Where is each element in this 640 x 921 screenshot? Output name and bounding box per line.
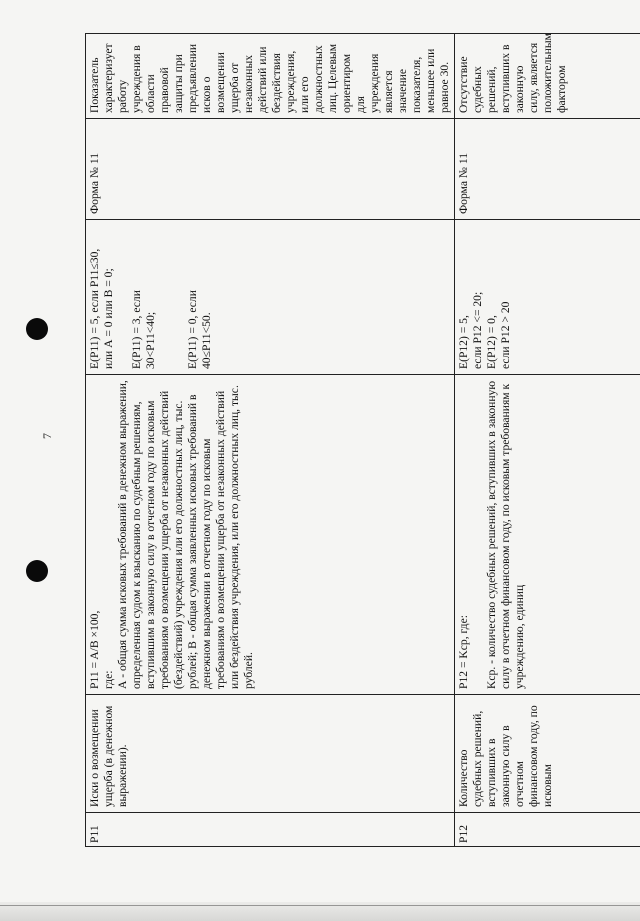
source-cell: Форма № 11 <box>455 119 640 220</box>
formula-description: А - общая сумма исковых требований в денежном выражении, определенная судом к взысканию по судебным решениям, вступившим в законную силу в отчетном году по исковым требованиям о возмещении ущерба от незаконных действий (бездействий) учреждения или его должностных лиц, тыс. рублей; В - общая сумма заявленных исковых требований в денежном выражении в отчетном году по исковым требованиям о возмещении ущерба от незаконных действий или бездействия учреждения, или его должностных лиц, тыс. рублей. <box>116 380 255 689</box>
table-row <box>455 34 640 847</box>
evaluation-line: 40≤P11<50. <box>200 312 213 369</box>
comment-cell: Показатель характеризует работу учреждения в области правовой защиты при предъявлении исков о возмещении ущерба от незаконных действий или бездействия учреждения, или его должностных лиц. Целевым ориентиром для учреждения является значение показателя, меньшее или равное 30. <box>86 34 455 119</box>
indicator-name: Количество судебных решений, вступивших в законную силу в отчетном финансовом году, по исковым <box>455 695 640 813</box>
formula-cell <box>86 375 455 695</box>
table-row <box>86 34 455 847</box>
evaluation-line: E(P12) = 5, <box>457 315 470 369</box>
formula-cell <box>455 375 640 695</box>
indicator-table <box>85 33 640 847</box>
indicator-name: Иски о возмещении ущерба (в денежном выражении). <box>86 695 455 813</box>
scan-edge-line <box>0 905 640 906</box>
evaluation-line: 30<P11<40; <box>144 311 157 369</box>
indicator-code: P11 <box>86 813 455 847</box>
evaluation-line: E(P11) = 3, если <box>130 290 143 369</box>
punch-hole-mark <box>26 560 48 582</box>
formula: P12 = Kcp, где: <box>457 615 470 689</box>
evaluation-line: E(P12) = 0, <box>485 315 498 369</box>
formula: P11 = A/B ×100, <box>88 610 101 689</box>
formula-description: Kcp. - количество судебных решений, вступивших в законную силу в отчетном финансовом году, по исковым требованиям к учреждению, единиц <box>485 380 526 689</box>
source-cell: Форма № 11 <box>86 119 455 220</box>
spacer <box>116 225 130 369</box>
evaluation-line: E(P11) = 0, если <box>186 290 199 369</box>
indicator-code: P12 <box>455 813 640 847</box>
evaluation-line: если P12 > 20 <box>499 301 512 369</box>
spacer <box>172 225 186 369</box>
page-number: 7 <box>40 433 54 439</box>
comment-cell: Отсутствие судебных решений, вступивших в законную силу, является положительным фактором <box>455 34 640 119</box>
evaluation-line: если P12 <= 20; <box>471 291 484 369</box>
evaluation-cell <box>86 220 455 375</box>
punch-hole-mark <box>26 318 48 340</box>
spacer <box>158 225 172 369</box>
evaluation-line: E(P11) = 5, если P11≤30, <box>88 248 101 369</box>
formula-where: где: <box>102 670 115 689</box>
evaluation-line: или А = 0 или В = 0; <box>102 268 115 369</box>
evaluation-cell <box>455 220 640 375</box>
spacer <box>471 380 485 689</box>
rotated-table-wrapper <box>85 34 606 847</box>
